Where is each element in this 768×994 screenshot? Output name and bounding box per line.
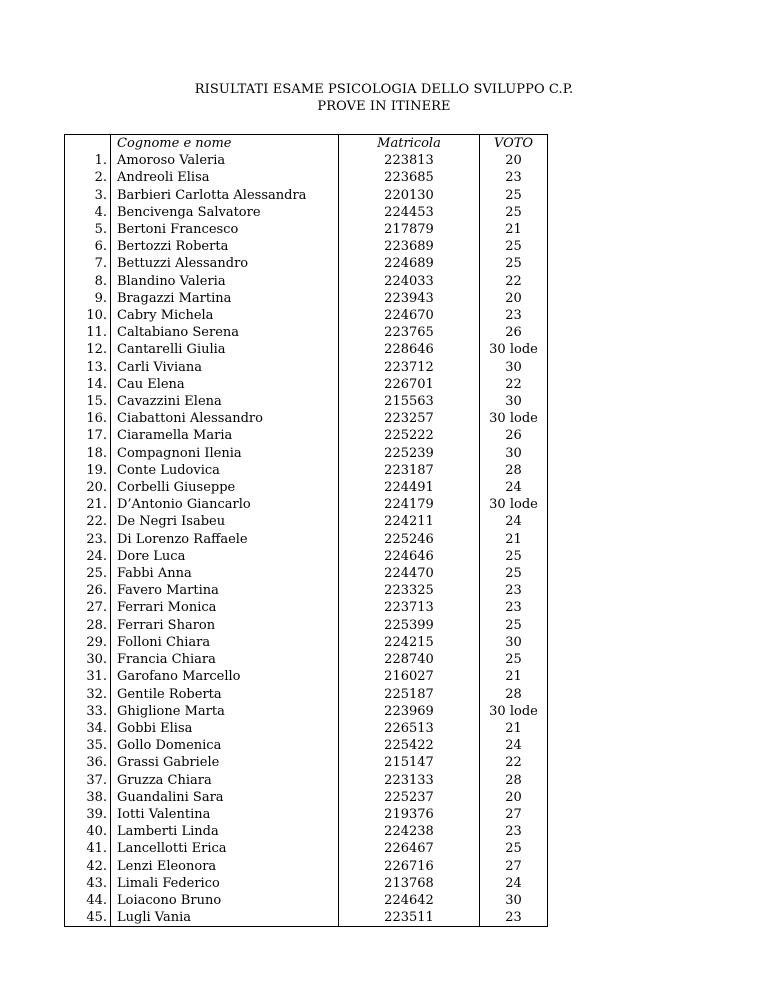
student-matricola: 223133 xyxy=(339,772,480,789)
student-matricola: 225246 xyxy=(339,531,480,548)
student-matricola: 224689 xyxy=(339,255,480,272)
table-row xyxy=(65,720,548,737)
table-row xyxy=(65,393,548,410)
table-row xyxy=(65,840,548,857)
student-name: Gollo Domenica xyxy=(111,737,339,754)
student-voto: 23 xyxy=(480,909,548,927)
student-name: Iotti Valentina xyxy=(111,806,339,823)
student-matricola: 226467 xyxy=(339,840,480,857)
student-name: Blandino Valeria xyxy=(111,273,339,290)
row-number: 34. xyxy=(65,720,111,737)
student-matricola: 223943 xyxy=(339,290,480,307)
student-matricola: 225237 xyxy=(339,789,480,806)
document-title: RISULTATI ESAME PSICOLOGIA DELLO SVILUPPO C.P. xyxy=(194,82,574,97)
row-number: 39. xyxy=(65,806,111,823)
student-voto: 23 xyxy=(480,599,548,616)
table-row xyxy=(65,806,548,823)
student-name: Ferrari Sharon xyxy=(111,617,339,634)
table-row xyxy=(65,359,548,376)
student-name: Lenzi Eleonora xyxy=(111,858,339,875)
table-row xyxy=(65,445,548,462)
student-matricola: 226701 xyxy=(339,376,480,393)
student-name: Folloni Chiara xyxy=(111,634,339,651)
student-name: Andreoli Elisa xyxy=(111,169,339,186)
student-voto: 25 xyxy=(480,548,548,565)
student-matricola: 224215 xyxy=(339,634,480,651)
student-name: Ciabattoni Alessandro xyxy=(111,410,339,427)
student-matricola: 223325 xyxy=(339,582,480,599)
student-voto: 27 xyxy=(480,858,548,875)
row-number: 26. xyxy=(65,582,111,599)
table-row xyxy=(65,238,548,255)
student-voto: 30 lode xyxy=(480,341,548,358)
student-voto: 28 xyxy=(480,772,548,789)
table-row xyxy=(65,686,548,703)
table-row xyxy=(65,410,548,427)
student-name: Gentile Roberta xyxy=(111,686,339,703)
student-name: Corbelli Giuseppe xyxy=(111,479,339,496)
student-voto: 25 xyxy=(480,651,548,668)
student-voto: 24 xyxy=(480,479,548,496)
row-number: 28. xyxy=(65,617,111,634)
student-voto: 25 xyxy=(480,565,548,582)
student-name: Lugli Vania xyxy=(111,909,339,927)
table-row xyxy=(65,462,548,479)
row-number: 1. xyxy=(65,152,111,169)
row-number: 15. xyxy=(65,393,111,410)
row-number: 23. xyxy=(65,531,111,548)
student-voto: 21 xyxy=(480,531,548,548)
student-matricola: 224642 xyxy=(339,892,480,909)
row-number: 24. xyxy=(65,548,111,565)
student-name: Gobbi Elisa xyxy=(111,720,339,737)
student-name: Lancellotti Erica xyxy=(111,840,339,857)
table-header-row xyxy=(65,135,548,153)
row-number: 9. xyxy=(65,290,111,307)
document-subtitle: PROVE IN ITINERE xyxy=(317,99,451,114)
student-matricola: 223713 xyxy=(339,599,480,616)
table-row xyxy=(65,599,548,616)
row-number: 12. xyxy=(65,341,111,358)
student-matricola: 228646 xyxy=(339,341,480,358)
table-row xyxy=(65,858,548,875)
student-voto: 20 xyxy=(480,152,548,169)
student-matricola: 225422 xyxy=(339,737,480,754)
student-matricola: 223969 xyxy=(339,703,480,720)
student-voto: 26 xyxy=(480,324,548,341)
student-voto: 30 xyxy=(480,359,548,376)
student-name: Loiacono Bruno xyxy=(111,892,339,909)
row-number: 22. xyxy=(65,513,111,530)
student-matricola: 215147 xyxy=(339,754,480,771)
header-number xyxy=(65,135,111,153)
student-matricola: 220130 xyxy=(339,187,480,204)
table-row xyxy=(65,427,548,444)
student-voto: 21 xyxy=(480,221,548,238)
student-matricola: 224211 xyxy=(339,513,480,530)
student-matricola: 225399 xyxy=(339,617,480,634)
student-matricola: 224491 xyxy=(339,479,480,496)
student-name: Conte Ludovica xyxy=(111,462,339,479)
student-name: Cavazzini Elena xyxy=(111,393,339,410)
student-name: Caltabiano Serena xyxy=(111,324,339,341)
table-row xyxy=(65,892,548,909)
student-name: Cau Elena xyxy=(111,376,339,393)
student-name: Dore Luca xyxy=(111,548,339,565)
row-number: 19. xyxy=(65,462,111,479)
student-matricola: 223712 xyxy=(339,359,480,376)
student-matricola: 224179 xyxy=(339,496,480,513)
table-row xyxy=(65,875,548,892)
table-row xyxy=(65,307,548,324)
table-row xyxy=(65,651,548,668)
student-name: Gruzza Chiara xyxy=(111,772,339,789)
table-row xyxy=(65,565,548,582)
student-name: Bragazzi Martina xyxy=(111,290,339,307)
table-row xyxy=(65,823,548,840)
student-name: Guandalini Sara xyxy=(111,789,339,806)
student-matricola: 224646 xyxy=(339,548,480,565)
student-voto: 30 lode xyxy=(480,496,548,513)
student-voto: 23 xyxy=(480,823,548,840)
student-name: Amoroso Valeria xyxy=(111,152,339,169)
row-number: 14. xyxy=(65,376,111,393)
table-row xyxy=(65,582,548,599)
row-number: 10. xyxy=(65,307,111,324)
student-voto: 23 xyxy=(480,307,548,324)
row-number: 42. xyxy=(65,858,111,875)
row-number: 30. xyxy=(65,651,111,668)
student-matricola: 223511 xyxy=(339,909,480,927)
row-number: 11. xyxy=(65,324,111,341)
student-matricola: 225239 xyxy=(339,445,480,462)
row-number: 17. xyxy=(65,427,111,444)
table-row xyxy=(65,255,548,272)
student-name: Garofano Marcello xyxy=(111,668,339,685)
row-number: 44. xyxy=(65,892,111,909)
table-row xyxy=(65,187,548,204)
row-number: 36. xyxy=(65,754,111,771)
table-row xyxy=(65,703,548,720)
student-matricola: 224033 xyxy=(339,273,480,290)
student-name: Bertozzi Roberta xyxy=(111,238,339,255)
row-number: 7. xyxy=(65,255,111,272)
row-number: 21. xyxy=(65,496,111,513)
table-row xyxy=(65,737,548,754)
student-matricola: 217879 xyxy=(339,221,480,238)
student-name: Compagnoni Ilenia xyxy=(111,445,339,462)
table-row xyxy=(65,772,548,789)
student-voto: 25 xyxy=(480,840,548,857)
row-number: 13. xyxy=(65,359,111,376)
row-number: 45. xyxy=(65,909,111,927)
table-row xyxy=(65,324,548,341)
student-voto: 27 xyxy=(480,806,548,823)
student-voto: 28 xyxy=(480,462,548,479)
student-name: Ciaramella Maria xyxy=(111,427,339,444)
table-row xyxy=(65,376,548,393)
student-voto: 24 xyxy=(480,737,548,754)
student-voto: 30 xyxy=(480,393,548,410)
row-number: 27. xyxy=(65,599,111,616)
student-voto: 24 xyxy=(480,513,548,530)
student-matricola: 213768 xyxy=(339,875,480,892)
student-voto: 30 lode xyxy=(480,410,548,427)
student-matricola: 223187 xyxy=(339,462,480,479)
table-row xyxy=(65,204,548,221)
student-voto: 30 lode xyxy=(480,703,548,720)
row-number: 20. xyxy=(65,479,111,496)
table-row xyxy=(65,548,548,565)
student-name: Carli Viviana xyxy=(111,359,339,376)
student-matricola: 224453 xyxy=(339,204,480,221)
student-matricola: 223765 xyxy=(339,324,480,341)
table-row xyxy=(65,754,548,771)
student-voto: 24 xyxy=(480,875,548,892)
student-voto: 23 xyxy=(480,582,548,599)
student-voto: 25 xyxy=(480,255,548,272)
student-voto: 21 xyxy=(480,668,548,685)
row-number: 6. xyxy=(65,238,111,255)
table-row xyxy=(65,909,548,927)
student-voto: 20 xyxy=(480,789,548,806)
row-number: 32. xyxy=(65,686,111,703)
student-matricola: 216027 xyxy=(339,668,480,685)
student-name: Bettuzzi Alessandro xyxy=(111,255,339,272)
student-name: Francia Chiara xyxy=(111,651,339,668)
row-number: 31. xyxy=(65,668,111,685)
table-row xyxy=(65,634,548,651)
row-number: 38. xyxy=(65,789,111,806)
table-row xyxy=(65,479,548,496)
student-voto: 23 xyxy=(480,169,548,186)
row-number: 25. xyxy=(65,565,111,582)
row-number: 16. xyxy=(65,410,111,427)
table-row xyxy=(65,221,548,238)
table-row xyxy=(65,513,548,530)
student-name: Grassi Gabriele xyxy=(111,754,339,771)
results-table xyxy=(64,134,548,927)
student-name: Lamberti Linda xyxy=(111,823,339,840)
row-number: 5. xyxy=(65,221,111,238)
student-name: D’Antonio Giancarlo xyxy=(111,496,339,513)
student-matricola: 223257 xyxy=(339,410,480,427)
student-matricola: 225222 xyxy=(339,427,480,444)
student-matricola: 219376 xyxy=(339,806,480,823)
row-number: 3. xyxy=(65,187,111,204)
student-voto: 26 xyxy=(480,427,548,444)
student-name: Bencivenga Salvatore xyxy=(111,204,339,221)
header-voto: VOTO xyxy=(480,135,548,153)
student-voto: 25 xyxy=(480,617,548,634)
row-number: 40. xyxy=(65,823,111,840)
table-row xyxy=(65,496,548,513)
student-matricola: 223813 xyxy=(339,152,480,169)
student-name: Ghiglione Marta xyxy=(111,703,339,720)
header-matricola: Matricola xyxy=(339,135,480,153)
student-voto: 28 xyxy=(480,686,548,703)
table-row xyxy=(65,617,548,634)
row-number: 2. xyxy=(65,169,111,186)
student-name: Bertoni Francesco xyxy=(111,221,339,238)
student-name: Ferrari Monica xyxy=(111,599,339,616)
table-row xyxy=(65,152,548,169)
student-matricola: 224470 xyxy=(339,565,480,582)
student-name: Cabry Michela xyxy=(111,307,339,324)
row-number: 33. xyxy=(65,703,111,720)
table-row xyxy=(65,531,548,548)
student-voto: 25 xyxy=(480,187,548,204)
student-voto: 21 xyxy=(480,720,548,737)
table-row xyxy=(65,789,548,806)
header-name: Cognome e nome xyxy=(111,135,339,153)
student-voto: 30 xyxy=(480,892,548,909)
row-number: 8. xyxy=(65,273,111,290)
table-row xyxy=(65,273,548,290)
student-name: Limali Federico xyxy=(111,875,339,892)
student-voto: 30 xyxy=(480,445,548,462)
row-number: 29. xyxy=(65,634,111,651)
student-voto: 25 xyxy=(480,238,548,255)
student-matricola: 226716 xyxy=(339,858,480,875)
student-voto: 22 xyxy=(480,273,548,290)
student-name: De Negri Isabeu xyxy=(111,513,339,530)
table-row xyxy=(65,169,548,186)
row-number: 41. xyxy=(65,840,111,857)
student-voto: 20 xyxy=(480,290,548,307)
student-matricola: 228740 xyxy=(339,651,480,668)
student-name: Cantarelli Giulia xyxy=(111,341,339,358)
row-number: 35. xyxy=(65,737,111,754)
student-matricola: 223685 xyxy=(339,169,480,186)
student-name: Fabbi Anna xyxy=(111,565,339,582)
student-voto: 25 xyxy=(480,204,548,221)
row-number: 43. xyxy=(65,875,111,892)
student-matricola: 225187 xyxy=(339,686,480,703)
table-row xyxy=(65,668,548,685)
student-matricola: 224238 xyxy=(339,823,480,840)
student-voto: 30 xyxy=(480,634,548,651)
student-name: Barbieri Carlotta Alessandra xyxy=(111,187,339,204)
student-matricola: 215563 xyxy=(339,393,480,410)
student-matricola: 226513 xyxy=(339,720,480,737)
student-voto: 22 xyxy=(480,754,548,771)
student-matricola: 223689 xyxy=(339,238,480,255)
row-number: 4. xyxy=(65,204,111,221)
row-number: 18. xyxy=(65,445,111,462)
student-name: Favero Martina xyxy=(111,582,339,599)
student-matricola: 224670 xyxy=(339,307,480,324)
row-number: 37. xyxy=(65,772,111,789)
student-name: Di Lorenzo Raffaele xyxy=(111,531,339,548)
table-row xyxy=(65,290,548,307)
student-voto: 22 xyxy=(480,376,548,393)
table-row xyxy=(65,341,548,358)
